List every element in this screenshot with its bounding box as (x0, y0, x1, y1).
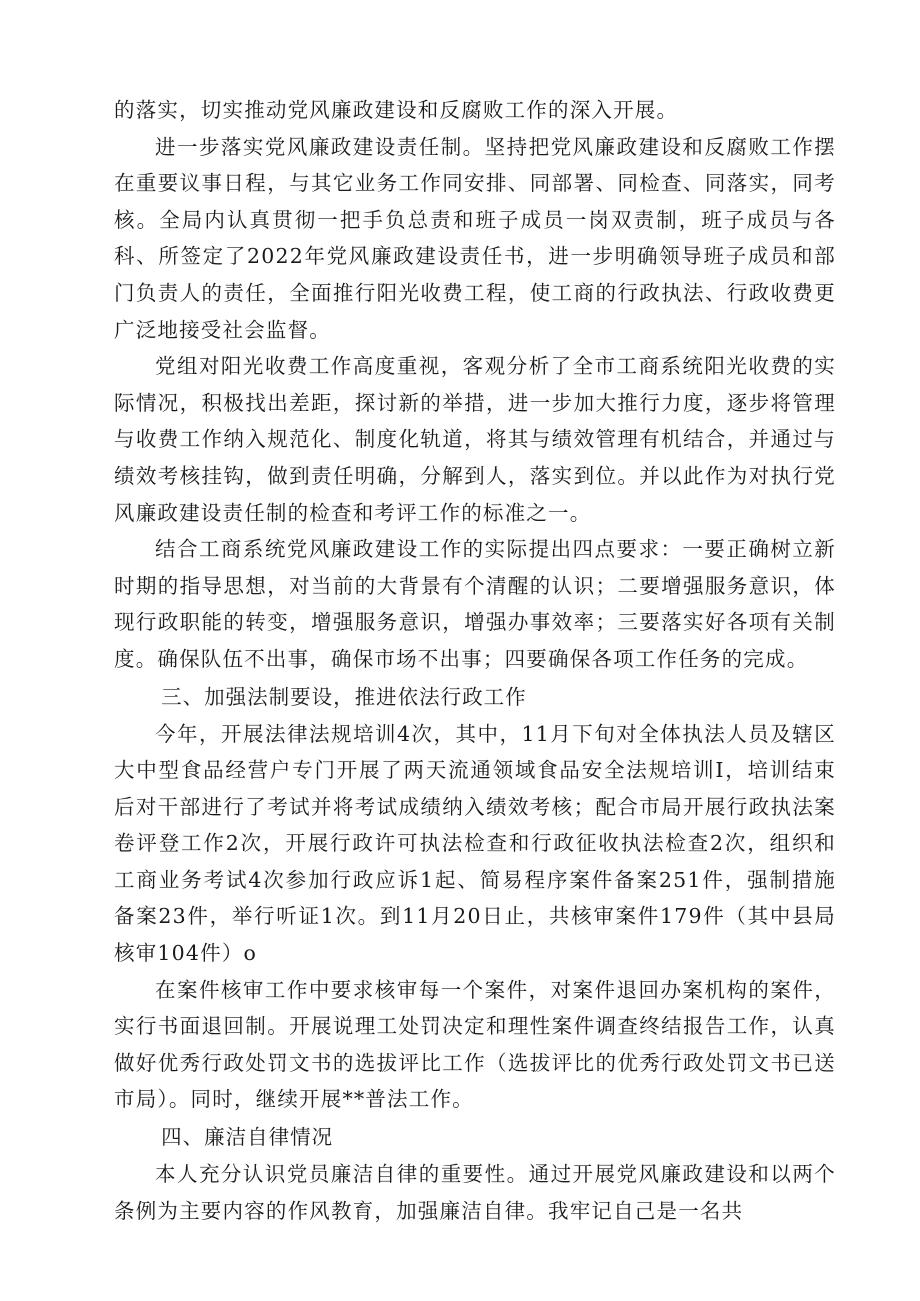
section-heading-legal: 三、加强法制要设，推进依法行政工作 (161, 684, 527, 709)
paragraph-four-requirements: 结合工商系统党风廉政建设工作的实际提出四点要求：一要正确树立新时期的指导思想，对当前的大背景有个清醒的认识；二要增强服务意识，体现行政职能的转变，增强服务意识，增强办事效率；三要落实好各项有关制度。确保队伍不出事，确保市场不出事；四要确保各项工作任务的完成。 (114, 537, 836, 671)
paragraph-case-review: 在案件核审工作中要求核审每一个案件，对案件退回办案机构的案件，实行书面退回制。开展说理工处罚决定和理性案件调查终结报告工作，认真做好优秀行政处罚文书的选拔评比工作（选拔评比的优秀行政处罚文书已送市局）。同时，继续开展**普法工作。 (114, 977, 836, 1112)
paragraph-self-discipline: 本人充分认识党员廉洁自律的重要性。通过开展党风廉政建设和以两个条例为主要内容的作风教育，加强廉洁自律。我牢记自己是一名共 (114, 1162, 836, 1223)
paragraph-legal-training: 今年，开展法律法规培训4次，其中，11月下旬对全体执法人员及辖区大中型食品经营户专门开展了两天流通领域食品安全法规培训I，培训结束后对干部进行了考试并将考试成绩纳入绩效考核；配合市局开展行政执法案卷评登工作2次，开展行政许可执法检查和行政征收执法检查2次，组织和工商业务考试4次参加行政应诉1起、简易程序案件备案251件，强制措施备案23件，举行听证1次。到11月20日止，共核审案件179件（其中县局核审104件）o (114, 721, 836, 966)
paragraph-sunshine-fees: 党组对阳光收费工作高度重视，客观分析了全市工商系统阳光收费的实际情况，积极找出差距，探讨新的举措，进一步加大推行力度，逐步将管理与收费工作纳入规范化、制度化轨道，将其与绩效管理有机结合，并通过与绩效考核挂钩，做到责任明确，分解到人，落实到位。并以此作为对执行党风廉政建设责任制的检查和考评工作的标准之一。 (114, 354, 836, 525)
section-heading-integrity: 四、廉洁自律情况 (161, 1125, 334, 1150)
document-page (114, 92, 836, 1229)
paragraph-continuation: 的落实，切实推动党风廉政建设和反腐败工作的深入开展。 (114, 98, 679, 122)
paragraph-responsibility-system: 进一步落实党风廉政建设责任制。坚持把党风廉政建设和反腐败工作摆在重要议事日程，与其它业务工作同安排、同部署、同检查、同落实，同考核。全局内认真贯彻一把手负总责和班子成员一岗双责制，班子成员与各科、所签定了2022年党风廉政建设责任书，进一步明确领导班子成员和部门负责人的责任，全面推行阳光收费工程，使工商的行政执法、行政收费更广泛地接受社会监督。 (114, 134, 836, 342)
